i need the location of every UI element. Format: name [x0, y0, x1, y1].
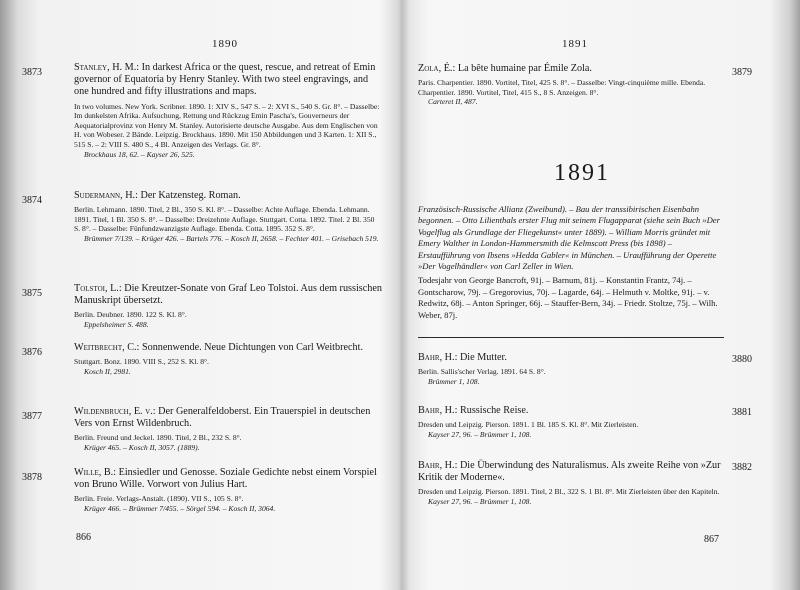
entry-details	[74, 310, 382, 320]
entry-heading	[418, 352, 718, 364]
entry-title: Sonnenwende. Neue Dichtungen von Carl Weitbrecht.	[139, 342, 364, 353]
events-paragraph: Französisch-Russische Allianz (Zweibund). – Bau der transsibirischen Eisenbahn begonnen. – Otto Lilienthals erster Flug mit seinem Flugapparat (siehe sein Buch »Der Vogelflug als Grundlage der Fliegekunst« unter 1889). – William Morris gründet mit Emery Walther in London-Hammersmith die Kelmscott Press (bis 1898) – Erstaufführung von Ibsens »Hedda Gabler« in München. – Uraufführung der Operette »Der Vogelhändler« von Carl Zeller in Wien.	[418, 204, 720, 272]
bibliography-entry	[74, 342, 382, 376]
entry-heading	[74, 342, 382, 354]
entry-heading	[74, 283, 382, 307]
entry-title: Die Mutter.	[457, 352, 507, 363]
entry-author: Bahr, H.:	[418, 405, 458, 416]
entry-details	[418, 487, 724, 497]
entry-detail-text: Dresden und Leipzig. Pierson. 1891. 1 Bl. 185 S. Kl. 8°. Mit Zierleisten.	[418, 420, 639, 430]
death-year-paragraph: Todesjahr von George Bancroft, 91j. – Barnum, 81j. – Konstantin Frantz, 74j. – Gontscharow, 79j. – Gregorovius, 70j. – Lagarde, 64j. – Helmuth v. Moltke, 91j. – v. Redwitz, 68j. – Anton Springer, 66j. – Stauffer-Bern, 34j. – Friedr. Stoltze, 75j. – Wilh. Weber, 87j.	[418, 275, 718, 320]
entry-details	[74, 205, 382, 234]
entry-detail-text: Dresden und Leipzig. Pierson. 1891. Titel, 2 Bl., 322 S. 1 Bl. 8°. Mit Zierleisten über den Kapiteln.	[418, 487, 720, 497]
entry-number: 3874	[22, 195, 42, 206]
entry-references: Kosch II, 2981.	[84, 366, 131, 376]
entry-number: 3875	[22, 288, 42, 299]
entry-details	[418, 420, 718, 430]
entry-author: Weitbrecht, C.:	[74, 342, 140, 353]
entry-references: Eppelsheimer S. 488.	[84, 320, 149, 329]
entry-number: 3880	[732, 354, 752, 365]
bibliography-entry	[418, 352, 718, 386]
entry-title: Der Generalfeldoberst. Ein Trauerspiel in deutschen Vers von Ernst Wildenbruch.	[74, 406, 371, 430]
entry-title: Russische Reise.	[457, 405, 529, 416]
entry-title: Der Katzensteg. Roman.	[137, 190, 241, 201]
entry-references: Krüger 465. – Kosch II, 3057. (1889).	[84, 443, 200, 452]
entry-author: Zola, É.:	[418, 63, 456, 74]
entry-author: Bahr, H.:	[418, 352, 458, 363]
entry-detail-text: Berlin. Deubner. 1890. 122 S. Kl. 8°.	[74, 310, 187, 320]
entry-details	[418, 367, 718, 377]
entry-number: 3873	[22, 67, 42, 78]
entry-author: Sudermann, H.:	[74, 190, 138, 201]
entry-number: 3881	[732, 407, 752, 418]
entry-details	[74, 102, 382, 150]
entry-number: 3878	[22, 472, 42, 483]
bibliography-entry	[74, 62, 382, 159]
entry-title: Die Kreutzer-Sonate von Graf Leo Tolstoi. Aus dem russischen Manuskript übersetzt.	[74, 283, 382, 307]
entry-heading	[418, 405, 718, 417]
entry-details	[74, 494, 382, 504]
entry-heading	[74, 406, 382, 430]
entry-references: Brümmer 1, 108.	[428, 376, 480, 386]
entry-references: Carteret II, 487.	[428, 97, 478, 107]
entry-references: Kayser 27, 96. – Brümmer 1, 108.	[428, 497, 532, 506]
entry-author: Wildenbruch, E. v.:	[74, 406, 156, 417]
entry-detail-text: Berlin. Freund und Jeckel. 1890. Titel, 2 Bl., 232 S. 8°.	[74, 433, 242, 443]
entry-detail-text: Stuttgart. Bonz. 1890. VIII S., 252 S. Kl. 8°.	[74, 357, 209, 367]
right-page-number: 867	[704, 534, 719, 545]
entry-number: 3879	[732, 67, 752, 78]
entry-detail-text: Paris. Charpentier. 1890. Vortitel, Titel, 425 S. 8°. – Dasselbe: Vingt-cinquième mille. Ebenda. Charpentier. 1890. Vortitel, Titel, 415 S., 8 S. Anzeigen. 8°.	[418, 78, 706, 97]
right-running-head: 1891	[562, 38, 588, 50]
year-events	[418, 204, 724, 324]
entry-detail-text: Berlin. Sallis'scher Verlag. 1891. 64 S. 8°.	[418, 367, 546, 377]
entry-heading	[74, 62, 382, 99]
entry-details	[418, 78, 718, 97]
entry-details	[74, 433, 382, 443]
entry-title: In darkest Africa or the quest, rescue, and retreat of Emin governor of Equatoria by Henry Stanley. With two steel engravings, and one hundred and fifty illustrations and maps.	[74, 62, 376, 98]
bibliography-entry	[74, 190, 382, 244]
bibliography-entry	[74, 467, 382, 514]
entry-title: Die Überwindung des Naturalismus. Als zweite Reihe von »Zur Kritik der Moderne«.	[418, 460, 721, 484]
entry-author: Bahr, H.:	[418, 460, 458, 471]
entry-detail-text: In two volumes. New York. Scribner. 1890. 1: XIV S., 547 S. – 2: XVI S., 540 S. Gr. 8°. – Dasselbe: Im dunkelsten Afrika. Aufsuchung, Rettung und Rückzug Emin Pascha's, Gouverneurs der Aequatorialprovinz von Henry M. Stanley. Autorisierte deutsche Ausgabe. Aus dem Englischen von H. von Wobeser. 2 Bände. Leipzig. Brockhaus. 1890. Mit 150 Abbildungen und 3 Karten. 1: XII S., 515 S. – 2: VIII S. 480 S., 4 Bl. Anzeigen des Verlags. Gr. 8°.	[74, 101, 380, 149]
entry-detail-text: Berlin. Lehmann. 1890. Titel, 2 Bl., 350 S. Kl. 8°. – Dasselbe: Achte Auflage. Ebenda. Lehmann. 1891. Titel, 1 Bl. 350 S. 8°. – Dasselbe: Dreizehnte Auflage. Stuttgart. Cotta. 1892. Titel. 2 Bl. 350 S. 8°. – Dasselbe: Fünfundzwanzigste Auflage. Ebenda. Cotta. 1895. 352 S. 8°.	[74, 205, 375, 234]
left-page-number: 866	[76, 532, 91, 543]
entry-title: La bête humaine par Émile Zola.	[455, 63, 592, 74]
entry-number: 3876	[22, 347, 42, 358]
entry-heading	[418, 63, 718, 75]
entry-heading	[74, 467, 382, 491]
section-divider	[418, 337, 724, 338]
entry-author: Wille, B.:	[74, 467, 117, 478]
entry-heading	[418, 460, 724, 484]
bibliography-entry	[418, 63, 718, 107]
entry-title: Einsiedler und Genosse. Soziale Gedichte nebst einem Vorspiel von Bruno Wille. Vorwort von Julius Hart.	[74, 467, 377, 491]
entry-references: Kayser 27, 96. – Brümmer 1, 108.	[428, 429, 532, 439]
entry-author: Tolstoi, L.:	[74, 283, 122, 294]
entry-number: 3882	[732, 462, 752, 473]
entry-heading	[74, 190, 382, 202]
right-page	[402, 0, 800, 590]
bibliography-entry	[418, 405, 718, 439]
entry-number: 3877	[22, 411, 42, 422]
entry-detail-text: Berlin. Freie. Verlags-Anstalt. (1890). VII S., 105 S. 8°.	[74, 494, 244, 504]
year-heading: 1891	[554, 160, 610, 186]
bibliography-entry	[418, 460, 724, 507]
bibliography-entry	[74, 283, 382, 330]
bibliography-entry	[74, 406, 382, 453]
entry-references: Brümmer 7/139. – Krüger 426. – Bartels 776. – Kosch II, 2658. – Fechter 401. – Grisebach 519.	[84, 233, 379, 243]
entry-references: Krüger 466. – Brümmer 7/455. – Sörgel 594. – Kosch II, 3064.	[84, 504, 276, 513]
left-running-head: 1890	[212, 38, 238, 50]
entry-details	[74, 357, 382, 367]
entry-author: Stanley, H. M.:	[74, 62, 140, 73]
entry-references: Brockhaus 18, 62. – Kayser 26, 525.	[84, 149, 195, 159]
